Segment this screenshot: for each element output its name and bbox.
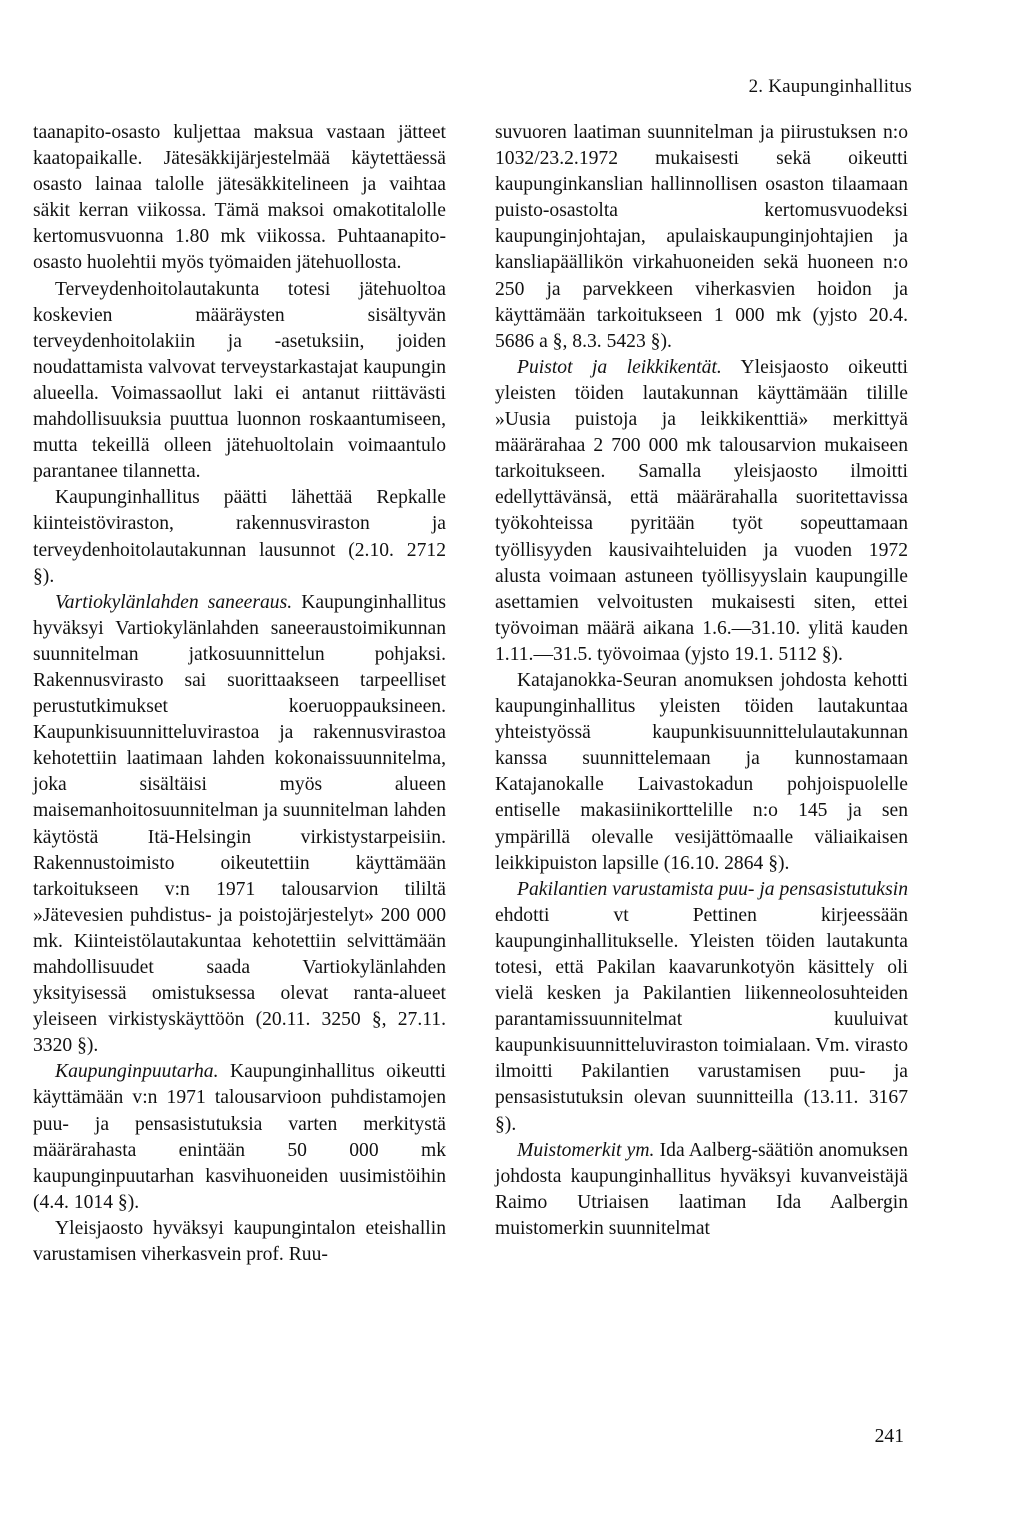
paragraph-right-4 — [495, 877, 908, 1138]
paragraph-left-5-text: Kaupunginhallitus oikeutti käyttämään v:n 1971 talousarvioon puhdistamojen puu- ja pensasistutuksia varten merkitystä määrärahasta enintään 50 000 mk kaupunginpuutarhan kasvihuoneiden uusimistöihin (4.4. 1014 §). — [33, 1061, 446, 1213]
left-column — [33, 120, 446, 1268]
section-title-vartiokylanlahti: Vartiokylänlahden saneeraus. — [55, 591, 293, 613]
paragraph-left-1: taanapito-osasto kuljettaa maksua vastaan jätteet kaatopaikalle. Jätesäkkijärjestelmää käytettäessä osasto lainaa talolle jätesäkkitelineen ja vaihtaa säkit kerran viikossa. Tämä maksoi omakotitalolle kertomusvuonna 1.80 mk viikossa. Puhtaanapito-osasto huolehtii myös työmaiden jätehuollosta. — [33, 122, 446, 274]
paragraph-left-3: Kaupunginhallitus päätti lähettää Repkalle kiinteistöviraston, rakennusviraston ja terveydenhoitolautakunnan lausunnot (2.10. 2712 §). — [33, 487, 446, 587]
paragraph-left-4-text: Kaupunginhallitus hyväksyi Vartiokylänlahden saneeraustoimikunnan suunnitelman jatkosuunnittelun pohjaksi. Rakennusvirasto sai suorittaakseen tarpeelliset perustutkimukset koeruoppauksineen. Kaupunkisuunnitteluvirastoa ja rakennusvirastoa kehotettiin laatimaan lahden kokonaissuunnitelma, joka sisältäisi myös alueen maisemanhoitosuunnitelman ja suunnitelman lahden käytöstä Itä-Helsingin virkistystarpeisiin. Rakennustoimisto oikeutettiin käyttämään tarkoitukseen v:n 1971 talousarvion tililtä »Jätevesien puhdistus- ja poistojärjestelyt» 200 000 mk. Kiinteistölautakuntaa kehotettiin selvittämään mahdollisuudet saada Vartiokylänlahden yksityisessä omistuksessa olevat ranta-alueet yleiseen virkistyskäyttöön (20.11. 3250 §, 27.11. 3320 §). — [33, 591, 446, 1057]
paragraph-right-3: Katajanokka-Seuran anomuksen johdosta kehotti kaupunginhallitus yleisten töiden lautakuntaa yhteistyössä kaupunkisuunnittelulautakunnan kanssa suunnittelemaan ja kunnostamaan Katajanokalle Laivastokadun pohjoispuolelle entiselle makasiinikorttelille n:o 145 ja sen ympärillä olevalle vesijättömaalle väliaikaisen leikkipuiston lapsille (16.10. 2864 §). — [495, 669, 908, 874]
paragraph-left-5 — [33, 1059, 446, 1216]
paragraph-left-4 — [33, 590, 446, 1060]
section-title-kaupunginpuutarha: Kaupunginpuutarha. — [55, 1061, 219, 1083]
page-number: 241 — [874, 1426, 904, 1447]
paragraph-right-5-text: Ida Aalberg-säätiön anomuksen johdosta kaupunginhallitus hyväksyi kuvanveistäjä Raimo Utriaisen laatiman Ida Aalbergin muistomerkin suunnitelmat — [495, 1139, 908, 1239]
paragraph-right-4-text: ehdotti vt Pettinen kirjeessään kaupunginhallitukselle. Yleisten töiden lautakunta totesi, että Pakilan kaavarunkotyön käsittely oli vielä kesken ja Pakilantien liikenneolosuhteiden parantamissuunnitelmat kuuluivat kaupunkisuunnitteluviraston toimialaan. Vm. virasto ilmoitti Pakilantien varustamisen puu- ja pensasistutuksin olevan suunnitteilla (13.11. 3167 §). — [495, 904, 908, 1135]
paragraph-right-2 — [495, 355, 908, 668]
paragraph-right-5 — [495, 1138, 908, 1242]
section-title-muistomerkit: Muistomerkit ym. — [517, 1139, 655, 1161]
section-title-puistot: Puistot ja leikkikentät. — [517, 356, 722, 378]
paragraph-left-2: Terveydenhoitolautakunta totesi jätehuoltoa koskevien määräysten sisältyvän terveydenhoitolakiin ja -asetuksiin, joiden noudattamista valvovat terveystarkastajat kaupungin alueella. Voimassaollut laki ei antanut riittävästi mahdollisuuksia puuttua luonnon roskaantumiseen, mutta tekeillä olleen jätehuoltolain voimaantulo parantanee tilannetta. — [33, 278, 446, 483]
section-title-pakilantie: Pakilantien varustamista puu- ja pensasistutuksin — [517, 878, 908, 900]
paragraph-left-6: Yleisjaosto hyväksyi kaupungintalon eteishallin varustamisen viherkasvein prof. Ruu- — [33, 1217, 446, 1266]
paragraph-right-1: suvuoren laatiman suunnitelman ja piirustuksen n:o 1032/23.2.1972 mukaisesti sekä oikeutti kaupunginkanslian hallinnollisen osaston tilaamaan puisto-osastolta kertomusvuodeksi kaupunginjohtajan, apulaiskaupunginjohtajien ja kansliapäällikön virkahuoneiden sekä huoneen n:o 250 ja parvekkeen viherkasvien hoidon ja käyttämään tarkoitukseen 1 000 mk (yjsto 20.4. 5686 a §, 8.3. 5423 §). — [495, 122, 908, 352]
paragraph-right-2-text: Yleisjaosto oikeutti yleisten töiden lautakunnan käyttämään tilille »Uusia puistoja ja leikkikenttiä» merkittyä määrärahaa 2 700 000 mk talousarvion mukaiseen tarkoitukseen. Samalla yleisjaosto ilmoitti edellyttävänsä, että määrärahalla suoritettavissa työkohteissa pyritään työt sopeuttamaan työllisyyden kausivaihteluiden ja vuoden 1972 alusta voimaan astuneen työllisyyslain kaupungille asettamien velvoitusten mukaisesti siten, ettei työvoiman määrä aikana 1.6.—31.10. ylitä kauden 1.11.—31.5. työvoimaa (yjsto 19.1. 5112 §). — [495, 356, 908, 665]
right-column — [495, 120, 908, 1242]
running-header: 2. Kaupunginhallitus — [748, 76, 912, 97]
